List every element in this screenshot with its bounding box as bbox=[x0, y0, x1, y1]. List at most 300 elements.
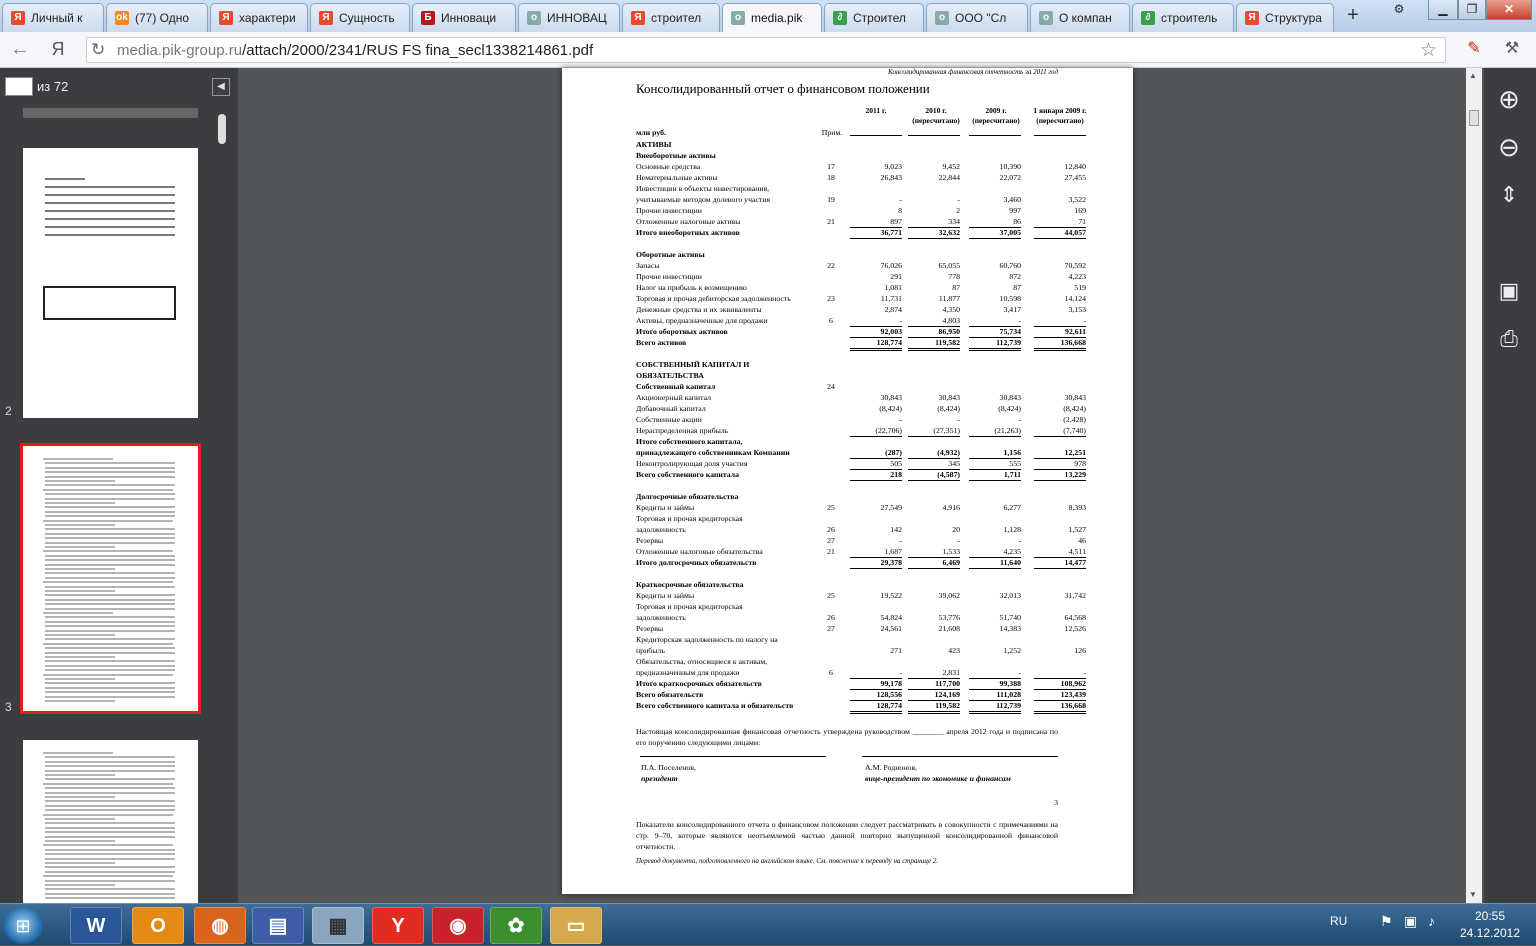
signatory-2-role: вице-президент по экономике и финансам bbox=[865, 774, 1011, 783]
thumbnail-text-line bbox=[45, 647, 175, 649]
tab-bar bbox=[0, 0, 1536, 32]
cell-value: 12,526 bbox=[1064, 624, 1086, 633]
new-tab-button[interactable]: + bbox=[1347, 4, 1359, 26]
cell-value: 22,072 bbox=[999, 173, 1021, 182]
tab-title: media.pik bbox=[751, 11, 803, 25]
cell-value: - bbox=[1018, 415, 1021, 424]
thumbnail-text-line bbox=[43, 844, 173, 846]
browser-tab[interactable] bbox=[1236, 3, 1334, 32]
browser-tab[interactable] bbox=[210, 3, 308, 32]
row-label: Всего собственного капитала bbox=[636, 470, 740, 479]
table-row bbox=[636, 447, 1086, 458]
browser-tab[interactable] bbox=[926, 3, 1028, 32]
page-number: 3 bbox=[1054, 798, 1058, 807]
table-row bbox=[636, 689, 1086, 700]
browser-tab[interactable] bbox=[722, 3, 822, 33]
browser-tab[interactable] bbox=[106, 3, 208, 32]
thumbnail-text-line bbox=[45, 210, 175, 212]
row-label: Резервы bbox=[636, 624, 664, 633]
windows-taskbar bbox=[0, 903, 1536, 945]
bookmark-star-icon[interactable]: ☆ bbox=[1419, 40, 1437, 61]
row-label: Всего обязательств bbox=[636, 690, 704, 699]
row-label: учитываемые методом долевого участия bbox=[636, 195, 771, 204]
cell-value: 117,700 bbox=[908, 678, 960, 690]
browser-tab[interactable] bbox=[2, 3, 104, 32]
note-ref: 19 bbox=[827, 195, 835, 204]
cell-value: 37,005 bbox=[969, 227, 1021, 239]
cell-value: 128,774 bbox=[850, 700, 902, 714]
reload-icon[interactable]: ↻ bbox=[91, 40, 106, 59]
unit-label: млн руб. bbox=[636, 128, 667, 137]
cell-value: (287) bbox=[850, 447, 902, 459]
row-label: Прочие инвестиции bbox=[636, 206, 702, 215]
cell-value: 87 bbox=[1013, 283, 1021, 292]
cell-value: (8,424) bbox=[937, 404, 960, 413]
cell-value: 126 bbox=[1074, 646, 1086, 655]
cell-value: 31,742 bbox=[1064, 591, 1086, 600]
tab-favicon-icon: Я bbox=[319, 11, 333, 25]
thumbnail-text-line bbox=[45, 202, 175, 204]
note-ref: 22 bbox=[827, 261, 835, 270]
cell-value: 872 bbox=[1009, 272, 1021, 281]
thumbnail-text-line bbox=[45, 484, 175, 486]
running-header: Консолидированная финансовая отчетность за 2011 год bbox=[888, 68, 1058, 76]
table-row bbox=[636, 601, 1086, 612]
cell-value: 334 bbox=[908, 216, 960, 228]
yandex-browser-app-icon[interactable]: Y bbox=[372, 907, 424, 944]
browser-tab[interactable] bbox=[412, 3, 516, 32]
sidebar-scrollbar[interactable] bbox=[218, 114, 226, 144]
cell-value: 128,556 bbox=[850, 689, 902, 701]
browser-tab[interactable] bbox=[1030, 3, 1130, 32]
thumbnail-text-line bbox=[45, 792, 175, 794]
thumbnail-text-line bbox=[45, 515, 175, 517]
note-ref: 18 bbox=[827, 173, 835, 182]
save-icon[interactable]: ▣ bbox=[1498, 278, 1520, 303]
browser-tab[interactable] bbox=[824, 3, 924, 32]
table-row bbox=[636, 194, 1086, 205]
approval-text: Настоящая консолидированная финансовая отчетность утверждена руководством ________ апреля 2012 года и подписана по его поручению следующими лицами: bbox=[636, 727, 1058, 747]
tab-title: строитель bbox=[1161, 11, 1218, 25]
scroll-up-icon[interactable]: ▲ bbox=[1469, 71, 1477, 80]
column-rule bbox=[908, 127, 960, 136]
cell-value: 136,668 bbox=[1034, 700, 1086, 714]
cell-value: 22,844 bbox=[938, 173, 960, 182]
thumbnail-text-line bbox=[45, 884, 115, 886]
tab-favicon-icon: Я bbox=[631, 11, 645, 25]
table-row bbox=[636, 480, 1086, 491]
thumbnail-text-line bbox=[45, 652, 175, 654]
signatory-2-name: А.М. Родионов, bbox=[865, 763, 917, 772]
cell-value: 76,026 bbox=[880, 261, 902, 270]
cell-value: 3,522 bbox=[1068, 195, 1086, 204]
outlook-app-icon[interactable]: O bbox=[132, 907, 184, 944]
extension-icon[interactable]: ✎ bbox=[1467, 40, 1481, 57]
note-ref: 25 bbox=[827, 503, 835, 512]
cell-value: - bbox=[969, 315, 1021, 327]
column-rule bbox=[1034, 127, 1086, 136]
table-row bbox=[636, 612, 1086, 623]
row-label: Нематериальные активы bbox=[636, 173, 718, 182]
row-label: Итого внеоборотных активов bbox=[636, 228, 740, 237]
thumbnail-text-line bbox=[45, 564, 175, 566]
row-label: Кредиторская задолженность по налогу на bbox=[636, 635, 778, 644]
thumbnail-text-line bbox=[43, 814, 173, 816]
cell-value: 142 bbox=[890, 525, 902, 534]
scroll-thumb[interactable] bbox=[1469, 110, 1479, 126]
thumbnail-text-line bbox=[45, 546, 115, 548]
cell-value: 111,028 bbox=[969, 689, 1021, 701]
note-header: Прим. bbox=[821, 128, 843, 137]
cell-value: (4,932) bbox=[908, 447, 960, 459]
cell-value: 1,711 bbox=[969, 469, 1021, 481]
table-row bbox=[636, 524, 1086, 535]
row-label: Краткосрочные обязательства bbox=[636, 580, 744, 589]
zoom-in-icon[interactable]: ⊕ bbox=[1498, 84, 1520, 114]
explorer-app-icon[interactable]: ▭ bbox=[550, 907, 602, 944]
cell-value: 1,527 bbox=[1068, 525, 1086, 534]
cell-value: 65,055 bbox=[938, 261, 960, 270]
table-row bbox=[636, 623, 1086, 634]
thumbnail-text-line bbox=[45, 687, 175, 689]
thumbnail-page-number: 2 bbox=[5, 404, 12, 418]
cell-value: 11,640 bbox=[969, 557, 1021, 569]
cell-value: - bbox=[957, 415, 960, 424]
thumbnail-text-line bbox=[45, 853, 175, 855]
row-label: Нераспределенная прибыль bbox=[636, 426, 729, 435]
tab-title: Личный к bbox=[31, 11, 83, 25]
cell-value: 4,223 bbox=[1068, 272, 1086, 281]
thumbnail-text-line bbox=[45, 866, 175, 868]
row-label: задолженность bbox=[636, 525, 686, 534]
cell-value: 32,013 bbox=[999, 591, 1021, 600]
thumbnail-text-line bbox=[45, 691, 175, 693]
note-ref: 6 bbox=[829, 668, 833, 677]
minimize-button[interactable]: ▁ bbox=[1428, 0, 1458, 20]
document-scrollbar[interactable] bbox=[1466, 68, 1482, 903]
note-ref: 26 bbox=[827, 525, 835, 534]
row-label: Добавочный капитал bbox=[636, 404, 706, 413]
thumbnail-text-line bbox=[43, 458, 113, 460]
calculator-app-icon[interactable]: ▦ bbox=[312, 907, 364, 944]
table-row bbox=[636, 634, 1086, 645]
cell-value: 3,417 bbox=[1003, 305, 1021, 314]
thumbnail-text-line bbox=[45, 528, 175, 530]
row-label: Обязательства, относящиеся к активам, bbox=[636, 657, 768, 666]
red-app-icon[interactable]: ◉ bbox=[432, 907, 484, 944]
cell-value: - bbox=[850, 667, 902, 679]
row-label: Долгосрочные обязательства bbox=[636, 492, 739, 501]
cell-value: 51,740 bbox=[999, 613, 1021, 622]
row-label: СОБСТВЕННЫЙ КАПИТАЛ И bbox=[636, 360, 750, 369]
maximize-button[interactable]: ❐ bbox=[1458, 0, 1486, 20]
cell-value: - bbox=[899, 195, 902, 204]
browser-tab[interactable] bbox=[518, 3, 620, 32]
row-label: Кредиты и займы bbox=[636, 503, 695, 512]
page-thumbnail-3[interactable] bbox=[23, 446, 198, 711]
cell-value: 54,824 bbox=[880, 613, 902, 622]
thumbnail-text-line bbox=[45, 700, 115, 702]
thumbnail-sidebar bbox=[0, 68, 238, 903]
cell-value: 2 bbox=[956, 206, 960, 215]
row-label: АКТИВЫ bbox=[636, 140, 672, 149]
cell-value: (8,424) bbox=[1063, 404, 1086, 413]
cell-value: 519 bbox=[1074, 283, 1086, 292]
page-thumbnail-2[interactable] bbox=[23, 148, 198, 418]
cell-value: 21,608 bbox=[938, 624, 960, 633]
cell-value: (27,351) bbox=[908, 425, 960, 437]
thumbnail-text-line bbox=[45, 625, 175, 627]
thumbnail-text-line bbox=[45, 787, 175, 789]
table-row bbox=[636, 700, 1086, 711]
firefox-app-icon[interactable]: ◍ bbox=[194, 907, 246, 944]
thumbnail-text-line bbox=[45, 665, 175, 667]
browser-tab[interactable] bbox=[622, 3, 720, 32]
tab-favicon-icon: o bbox=[1039, 11, 1053, 25]
cell-value: 12,251 bbox=[1034, 447, 1086, 459]
row-label: Акционерный капитал bbox=[636, 393, 712, 402]
thumbnail-text-line bbox=[45, 888, 175, 890]
thumbnail-text-line bbox=[45, 493, 175, 495]
cell-value: 2,831 bbox=[908, 667, 960, 679]
thumbnail-text-line bbox=[45, 590, 115, 592]
thumbnail-text-line bbox=[45, 616, 175, 618]
thumbnail-text-line bbox=[45, 537, 175, 539]
note-ref: 23 bbox=[827, 294, 835, 303]
thumbnail-text-line bbox=[45, 630, 175, 632]
thumbnail-text-line bbox=[45, 858, 175, 860]
signature-line bbox=[862, 756, 1058, 757]
clock-time[interactable]: 20:55 bbox=[1474, 909, 1506, 923]
table-row bbox=[636, 348, 1086, 359]
table-row bbox=[636, 359, 1086, 370]
thumbnail-text-line bbox=[45, 827, 175, 829]
thumbnail-box bbox=[43, 286, 176, 320]
print-icon[interactable]: ⎙ bbox=[1500, 326, 1518, 351]
start-button[interactable]: ⊞ bbox=[3, 908, 43, 944]
tab-favicon-icon: Я bbox=[11, 11, 25, 25]
page-thumbnail-1[interactable] bbox=[23, 108, 198, 118]
cell-value: 271 bbox=[890, 646, 902, 655]
cell-value: 64,568 bbox=[1064, 613, 1086, 622]
cell-value: 1,687 bbox=[850, 546, 902, 558]
cell-value: (8,424) bbox=[998, 404, 1021, 413]
cell-value: 10,598 bbox=[999, 294, 1021, 303]
thumbnail-text-line bbox=[45, 559, 175, 561]
thumbnail-text-line bbox=[45, 678, 115, 680]
thumbnail-text-line bbox=[45, 638, 175, 640]
thumbnail-text-line bbox=[43, 612, 113, 614]
thumbnail-text-line bbox=[45, 660, 175, 662]
thumbnail-text-line bbox=[45, 462, 175, 464]
thumbnail-text-line bbox=[43, 875, 173, 877]
table-row bbox=[636, 678, 1086, 689]
table-row bbox=[636, 370, 1086, 381]
table-row bbox=[636, 249, 1086, 260]
row-label: предназначенным для продажи bbox=[636, 668, 740, 677]
row-label: принадлежащего собственникам Компании bbox=[636, 448, 790, 457]
table-row bbox=[636, 326, 1086, 337]
thumbnail-text-line bbox=[45, 836, 175, 838]
thumbnail-text-line bbox=[45, 669, 175, 671]
row-label: ОБЯЗАТЕЛЬСТВА bbox=[636, 371, 704, 380]
tab-title: Сущность bbox=[339, 11, 395, 25]
tab-favicon-icon: o bbox=[527, 11, 541, 25]
thumbnail-text-line bbox=[45, 586, 175, 588]
table-row bbox=[636, 590, 1086, 601]
volume-icon[interactable]: ♪ bbox=[1428, 913, 1435, 929]
thumbnail-text-line bbox=[45, 234, 175, 236]
tab-title: строител bbox=[651, 11, 702, 25]
note-ref: 24 bbox=[827, 382, 835, 391]
row-label: Оборотные активы bbox=[636, 250, 705, 259]
table-row bbox=[636, 183, 1086, 194]
thumbnail-text-line bbox=[45, 577, 175, 579]
settings-icon[interactable]: ⚙ bbox=[1393, 2, 1405, 16]
cell-value: 27,455 bbox=[1064, 173, 1086, 182]
page-number-input[interactable] bbox=[5, 77, 33, 96]
thumbnail-text-line bbox=[45, 480, 115, 482]
cell-value: - bbox=[899, 415, 902, 424]
zoom-out-icon[interactable]: ⊖ bbox=[1498, 132, 1520, 162]
thumbnail-text-line bbox=[45, 880, 175, 882]
note-ref: 26 bbox=[827, 613, 835, 622]
tab-favicon-icon: ∂ bbox=[833, 11, 847, 25]
cell-value: 99,388 bbox=[969, 678, 1021, 690]
cell-value: 124,169 bbox=[908, 689, 960, 701]
cell-value: 8 bbox=[898, 206, 902, 215]
cell-value: 3,460 bbox=[1003, 195, 1021, 204]
thumbnail-text-line bbox=[45, 476, 175, 478]
system-tray bbox=[1310, 904, 1536, 946]
browser-tab[interactable] bbox=[1132, 3, 1234, 32]
icq-app-icon[interactable]: ✿ bbox=[490, 907, 542, 944]
thumbnail-text-line bbox=[43, 581, 173, 583]
cell-value: 218 bbox=[850, 469, 902, 481]
browser-toolbar bbox=[0, 32, 1536, 68]
table-row bbox=[636, 271, 1086, 282]
thumbnail-text-line bbox=[43, 550, 173, 552]
table-row bbox=[636, 161, 1086, 172]
thumbnail-text-line bbox=[43, 783, 173, 785]
save-app-icon[interactable]: ▤ bbox=[252, 907, 304, 944]
tab-title: Структура bbox=[1265, 11, 1322, 25]
cell-value: 112,739 bbox=[969, 337, 1021, 351]
cell-value: 24,561 bbox=[880, 624, 902, 633]
table-row bbox=[636, 238, 1086, 249]
signatory-1-name: П.А. Поселенов, bbox=[641, 763, 696, 772]
cell-value: 14,124 bbox=[1064, 294, 1086, 303]
cell-value: 53,776 bbox=[938, 613, 960, 622]
row-label: Всего собственного капитала и обязательств bbox=[636, 701, 794, 710]
thumbnail-text-line bbox=[43, 752, 113, 754]
cell-value: 11,877 bbox=[938, 294, 960, 303]
thumbnail-text-line bbox=[45, 621, 175, 623]
tab-favicon-icon: ∂ bbox=[1141, 11, 1155, 25]
cell-value: 345 bbox=[908, 458, 960, 470]
thumbnail-text-line bbox=[45, 822, 175, 824]
cell-value: 14,383 bbox=[999, 624, 1021, 633]
thumbnail-text-line bbox=[45, 599, 175, 601]
tab-title: (77) Одно bbox=[135, 11, 190, 25]
thumbnail-page-number: 3 bbox=[5, 700, 12, 714]
table-row bbox=[636, 667, 1086, 678]
network-icon[interactable]: ▣ bbox=[1404, 913, 1418, 929]
cell-value: - bbox=[1034, 315, 1086, 327]
thumbnail-text-line bbox=[45, 471, 175, 473]
cell-value: 32,632 bbox=[908, 227, 960, 239]
clock-date[interactable]: 24.12.2012 bbox=[1459, 926, 1521, 940]
address-bar[interactable] bbox=[86, 37, 1446, 63]
table-row bbox=[636, 172, 1086, 183]
tab-favicon-icon: Б bbox=[421, 11, 435, 25]
table-row bbox=[636, 535, 1086, 546]
language-indicator[interactable]: RU bbox=[1330, 914, 1348, 928]
flag-icon[interactable]: ⚑ bbox=[1380, 913, 1393, 929]
thumbnail-text-line bbox=[43, 643, 173, 645]
url-text[interactable]: media.pik-group.ru/attach/2000/2341/RUS FS fina_secl1338214861.pdf bbox=[117, 42, 594, 59]
thumbnail-text-line bbox=[45, 849, 175, 851]
cell-value: 12,840 bbox=[1064, 162, 1086, 171]
cell-value: - bbox=[969, 667, 1021, 679]
table-row bbox=[636, 293, 1086, 304]
thumbnail-text-line bbox=[45, 831, 175, 833]
translation-note: Перевод документа, подготовленного на английском языке. См. пояснение к переводу на странице 2. bbox=[636, 857, 939, 865]
thumbnail-text-line bbox=[45, 178, 85, 180]
close-window-button[interactable]: ✕ bbox=[1486, 0, 1532, 20]
browser-tab[interactable] bbox=[310, 3, 410, 32]
table-row bbox=[636, 150, 1086, 161]
column-header: 2011 г. bbox=[865, 106, 887, 115]
page-thumbnail-4[interactable] bbox=[23, 740, 198, 903]
fit-page-icon[interactable]: ⇕ bbox=[1499, 182, 1519, 207]
cell-value: 119,582 bbox=[908, 337, 960, 351]
tab-title: Инноваци bbox=[441, 11, 497, 25]
note-ref: 25 bbox=[827, 591, 835, 600]
word-app-icon[interactable]: W bbox=[70, 907, 122, 944]
cell-value: 10,390 bbox=[999, 162, 1021, 171]
cell-value: 1,156 bbox=[969, 447, 1021, 459]
row-label: Отложенные налоговые активы bbox=[636, 217, 741, 226]
cell-value: 30,843 bbox=[880, 393, 902, 402]
cell-value: 6,277 bbox=[1003, 503, 1021, 512]
cell-value: 92,611 bbox=[1034, 326, 1086, 338]
table-row bbox=[636, 392, 1086, 403]
thumbnail-text-line bbox=[45, 778, 175, 780]
yandex-logo[interactable]: Я bbox=[51, 39, 65, 59]
cell-value: 26,843 bbox=[880, 173, 902, 182]
signatory-1-role: президент bbox=[641, 774, 678, 783]
footnote: Показатели консолидированного отчета о финансовом положении следует рассматривать в совокупности с примечаниями на стр. 9–70, которые являются неотъемлемой частью данной повторно выпущенной консолидированной финансовой отчетности. bbox=[636, 820, 1058, 851]
collapse-sidebar-button[interactable]: ◀ bbox=[212, 78, 230, 96]
tab-favicon-icon: Я bbox=[219, 11, 233, 25]
thumbnail-text-line bbox=[45, 572, 175, 574]
thumbnail-text-line bbox=[45, 761, 175, 763]
cell-value: - bbox=[957, 195, 960, 204]
signature-line bbox=[640, 756, 826, 757]
table-row bbox=[636, 568, 1086, 579]
table-row bbox=[636, 315, 1086, 326]
scroll-down-icon[interactable]: ▼ bbox=[1469, 890, 1477, 899]
wrench-menu-icon[interactable]: ⚒ bbox=[1504, 40, 1520, 57]
cell-value: 70,592 bbox=[1064, 261, 1086, 270]
cell-value: (2,428) bbox=[1063, 415, 1086, 424]
cell-value: 27,549 bbox=[880, 503, 902, 512]
back-button[interactable]: ← bbox=[10, 38, 30, 60]
table-row bbox=[636, 304, 1086, 315]
column-rule bbox=[969, 127, 1021, 136]
note-ref: 27 bbox=[827, 624, 835, 633]
